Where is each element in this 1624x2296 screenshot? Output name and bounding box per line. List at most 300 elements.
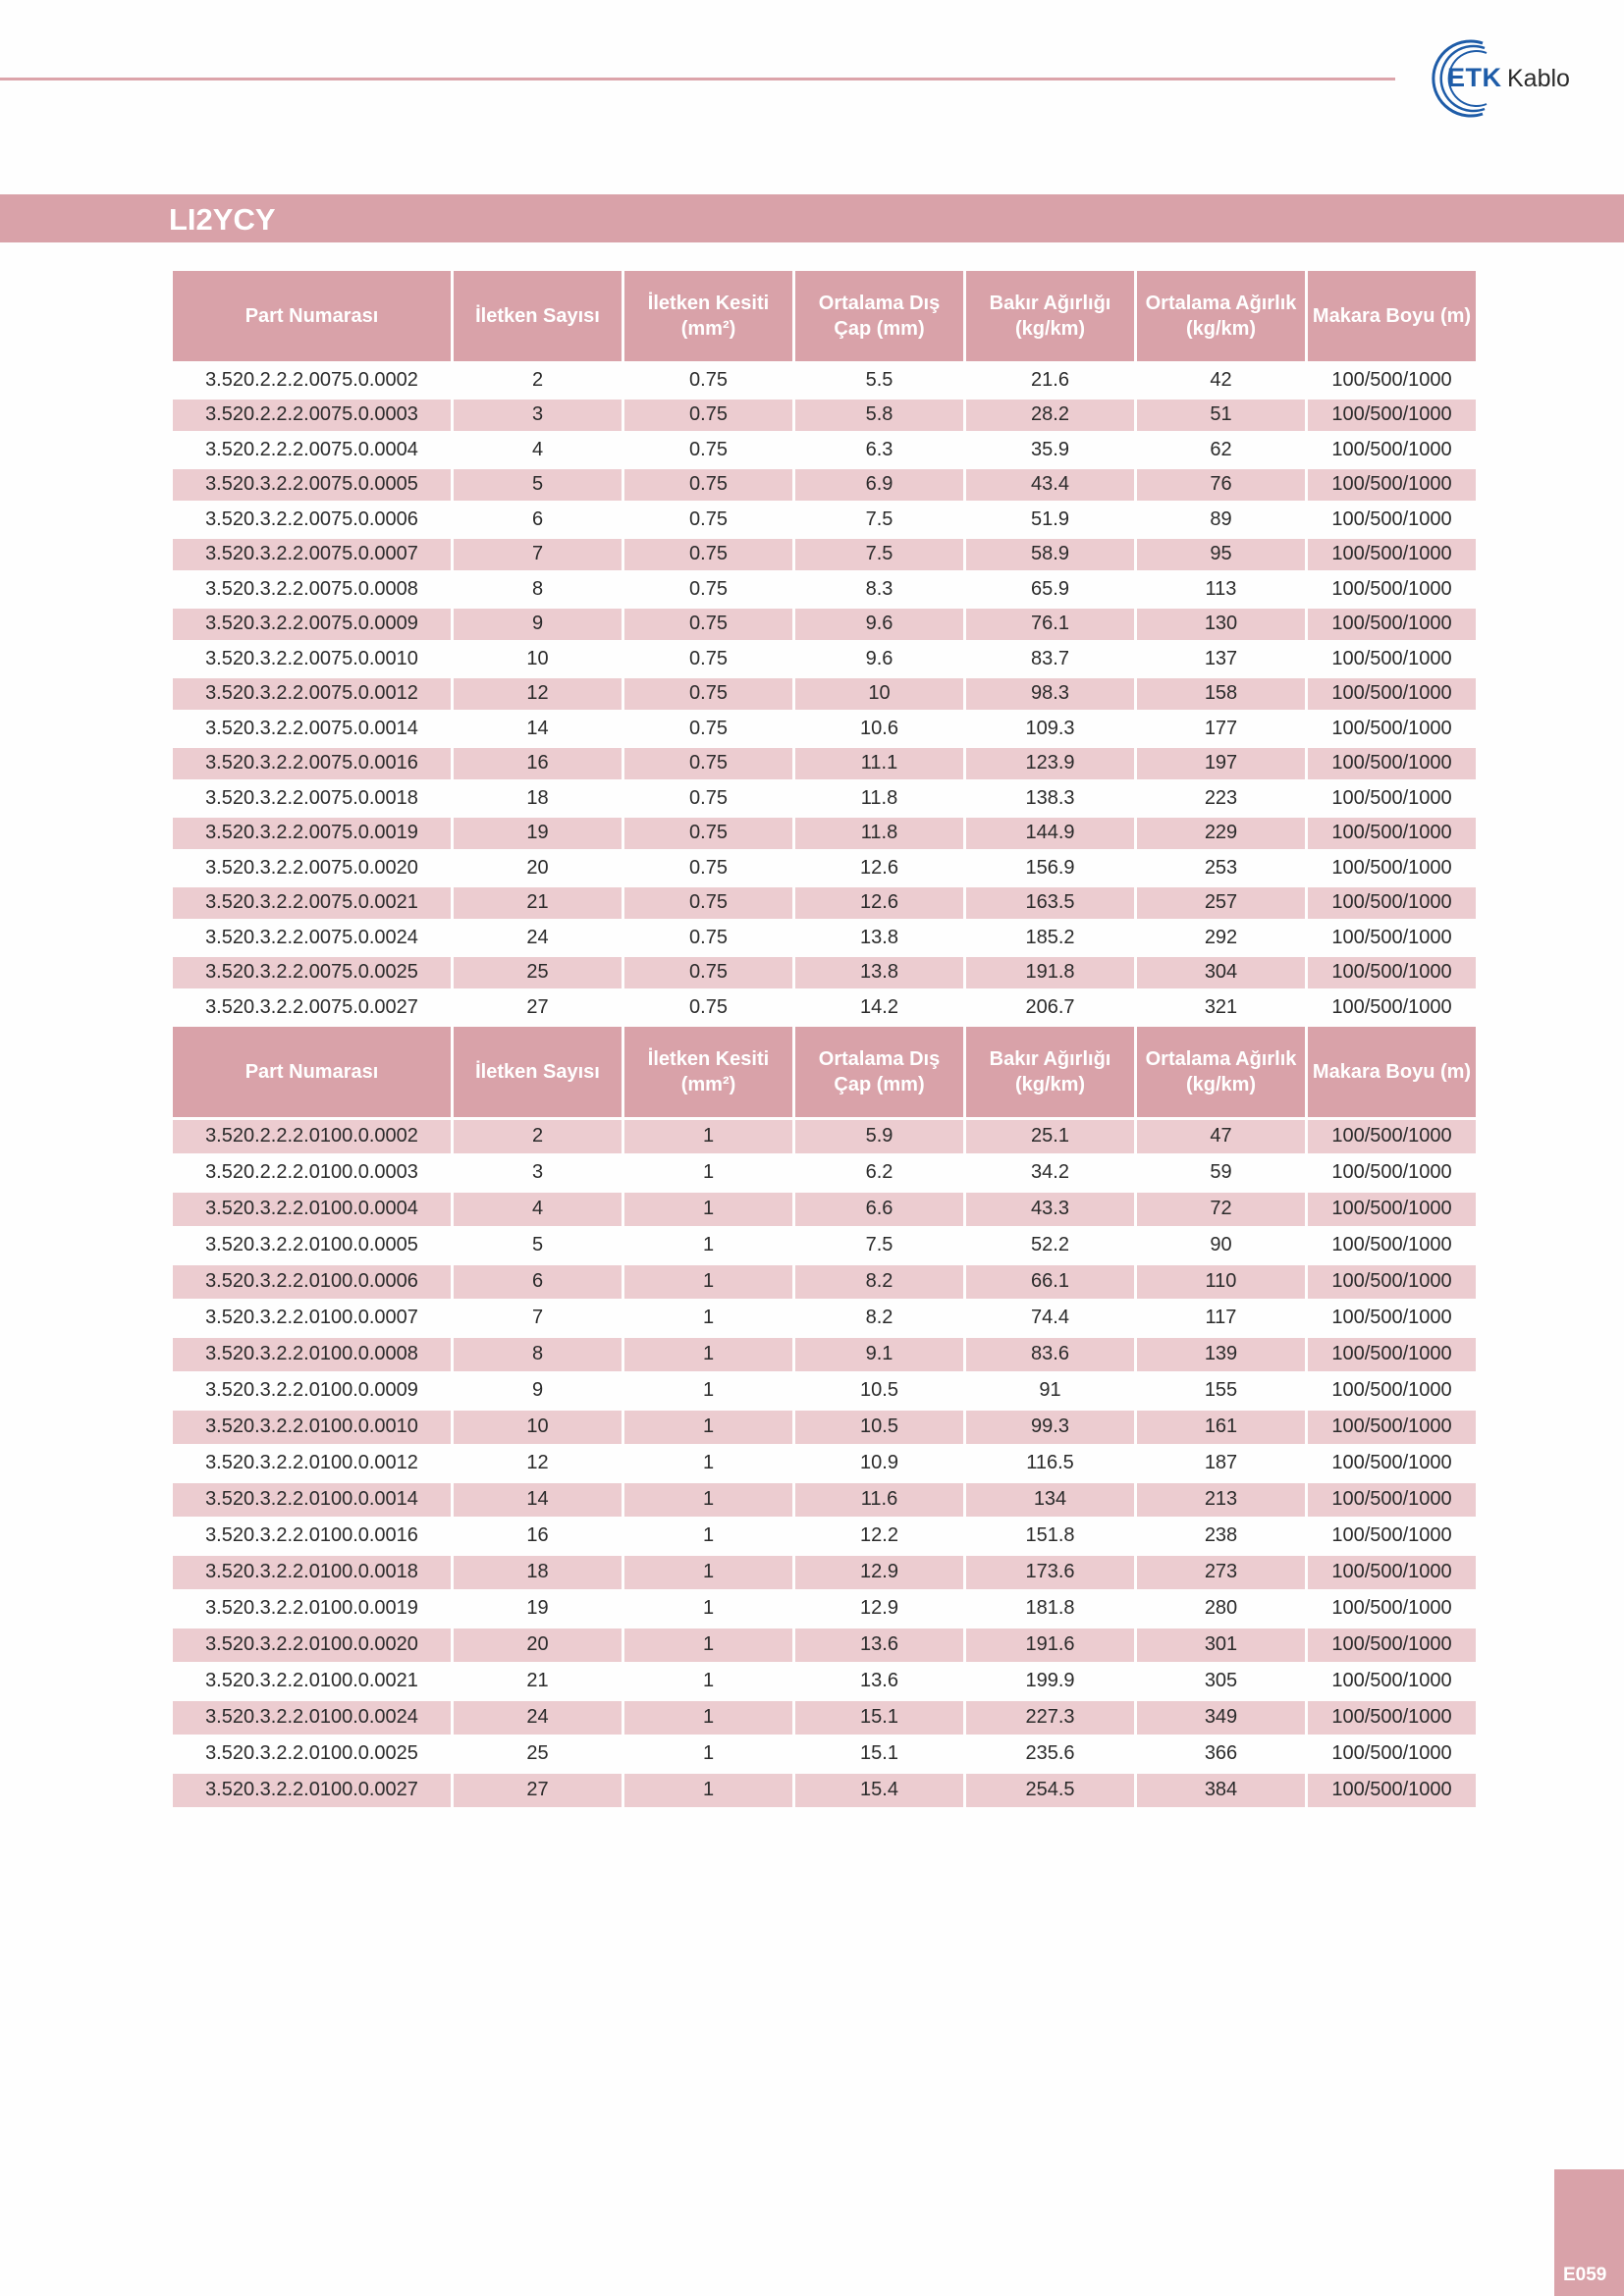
cell-copper-weight: 65.9 bbox=[966, 573, 1134, 609]
cell-copper-weight: 123.9 bbox=[966, 748, 1134, 783]
cell-conductor-count: 19 bbox=[454, 1592, 622, 1629]
table-row bbox=[173, 1265, 1476, 1302]
cell-cross-section: 1 bbox=[624, 1592, 792, 1629]
cell-part-number: 3.520.3.2.2.0100.0.0019 bbox=[173, 1592, 451, 1629]
cell-reel-length: 100/500/1000 bbox=[1308, 1520, 1476, 1556]
table-row bbox=[173, 1411, 1476, 1447]
cell-conductor-count: 21 bbox=[454, 887, 622, 923]
table-row bbox=[173, 1193, 1476, 1229]
cell-reel-length: 100/500/1000 bbox=[1308, 1193, 1476, 1229]
cell-conductor-count: 4 bbox=[454, 434, 622, 469]
cell-reel-length: 100/500/1000 bbox=[1308, 1665, 1476, 1701]
cell-reel-length: 100/500/1000 bbox=[1308, 1592, 1476, 1629]
cell-part-number: 3.520.3.2.2.0100.0.0016 bbox=[173, 1520, 451, 1556]
table-row bbox=[173, 1302, 1476, 1338]
col-header-reel: Makara Boyu (m) bbox=[1308, 271, 1476, 364]
cell-copper-weight: 235.6 bbox=[966, 1737, 1134, 1774]
cell-part-number: 3.520.3.2.2.0100.0.0020 bbox=[173, 1629, 451, 1665]
cell-copper-weight: 91 bbox=[966, 1374, 1134, 1411]
cell-outer-diameter: 6.6 bbox=[795, 1193, 963, 1229]
cell-copper-weight: 227.3 bbox=[966, 1701, 1134, 1737]
cell-cross-section: 0.75 bbox=[624, 852, 792, 887]
cell-cross-section: 1 bbox=[624, 1556, 792, 1592]
cell-cross-section: 0.75 bbox=[624, 748, 792, 783]
table-row bbox=[173, 1774, 1476, 1810]
cell-copper-weight: 25.1 bbox=[966, 1120, 1134, 1156]
cell-conductor-count: 6 bbox=[454, 504, 622, 539]
col-header-weight: Ortalama Ağırlık (kg/km) bbox=[1137, 271, 1305, 364]
cell-copper-weight: 173.6 bbox=[966, 1556, 1134, 1592]
cell-conductor-count: 24 bbox=[454, 922, 622, 957]
cell-conductor-count: 4 bbox=[454, 1193, 622, 1229]
cell-part-number: 3.520.3.2.2.0100.0.0008 bbox=[173, 1338, 451, 1374]
cell-copper-weight: 181.8 bbox=[966, 1592, 1134, 1629]
cell-part-number: 3.520.3.2.2.0075.0.0006 bbox=[173, 504, 451, 539]
cell-cross-section: 0.75 bbox=[624, 991, 792, 1027]
company-logo bbox=[1420, 37, 1577, 120]
cell-outer-diameter: 13.6 bbox=[795, 1665, 963, 1701]
cell-outer-diameter: 11.8 bbox=[795, 782, 963, 818]
cell-outer-diameter: 5.8 bbox=[795, 400, 963, 435]
cell-outer-diameter: 13.6 bbox=[795, 1629, 963, 1665]
cell-cross-section: 0.75 bbox=[624, 818, 792, 853]
cell-reel-length: 100/500/1000 bbox=[1308, 782, 1476, 818]
table-row bbox=[173, 1156, 1476, 1193]
table-body-075 bbox=[173, 364, 1476, 1027]
cell-reel-length: 100/500/1000 bbox=[1308, 748, 1476, 783]
table-row bbox=[173, 1120, 1476, 1156]
cell-cross-section: 1 bbox=[624, 1701, 792, 1737]
cell-conductor-count: 12 bbox=[454, 678, 622, 714]
cell-copper-weight: 34.2 bbox=[966, 1156, 1134, 1193]
cell-reel-length: 100/500/1000 bbox=[1308, 818, 1476, 853]
cell-avg-weight: 47 bbox=[1137, 1120, 1305, 1156]
cell-cross-section: 1 bbox=[624, 1265, 792, 1302]
cell-avg-weight: 95 bbox=[1137, 539, 1305, 574]
cell-outer-diameter: 13.8 bbox=[795, 957, 963, 992]
col-header-weight: Ortalama Ağırlık (kg/km) bbox=[1137, 1027, 1305, 1120]
col-header-part: Part Numarası bbox=[173, 271, 451, 364]
col-header-diameter: Ortalama Dış Çap (mm) bbox=[795, 271, 963, 364]
cell-part-number: 3.520.3.2.2.0100.0.0018 bbox=[173, 1556, 451, 1592]
cell-conductor-count: 27 bbox=[454, 1774, 622, 1810]
cell-copper-weight: 58.9 bbox=[966, 539, 1134, 574]
cell-cross-section: 1 bbox=[624, 1302, 792, 1338]
cell-avg-weight: 349 bbox=[1137, 1701, 1305, 1737]
col-header-count: İletken Sayısı bbox=[454, 1027, 622, 1120]
cell-copper-weight: 76.1 bbox=[966, 609, 1134, 644]
cell-part-number: 3.520.3.2.2.0075.0.0007 bbox=[173, 539, 451, 574]
cell-avg-weight: 238 bbox=[1137, 1520, 1305, 1556]
cell-reel-length: 100/500/1000 bbox=[1308, 1447, 1476, 1483]
cell-avg-weight: 301 bbox=[1137, 1629, 1305, 1665]
cell-copper-weight: 116.5 bbox=[966, 1447, 1134, 1483]
cell-outer-diameter: 7.5 bbox=[795, 539, 963, 574]
cell-conductor-count: 5 bbox=[454, 469, 622, 505]
cell-avg-weight: 223 bbox=[1137, 782, 1305, 818]
cell-reel-length: 100/500/1000 bbox=[1308, 678, 1476, 714]
cell-reel-length: 100/500/1000 bbox=[1308, 1302, 1476, 1338]
cell-conductor-count: 9 bbox=[454, 1374, 622, 1411]
cell-cross-section: 0.75 bbox=[624, 469, 792, 505]
cell-reel-length: 100/500/1000 bbox=[1308, 1556, 1476, 1592]
cell-reel-length: 100/500/1000 bbox=[1308, 1120, 1476, 1156]
cell-outer-diameter: 5.9 bbox=[795, 1120, 963, 1156]
cell-conductor-count: 7 bbox=[454, 539, 622, 574]
cell-outer-diameter: 10.5 bbox=[795, 1374, 963, 1411]
cell-reel-length: 100/500/1000 bbox=[1308, 469, 1476, 505]
table-row bbox=[173, 922, 1476, 957]
cell-avg-weight: 292 bbox=[1137, 922, 1305, 957]
table-row bbox=[173, 1520, 1476, 1556]
cell-copper-weight: 35.9 bbox=[966, 434, 1134, 469]
page-number-tab bbox=[1554, 2169, 1624, 2296]
cell-copper-weight: 51.9 bbox=[966, 504, 1134, 539]
cell-part-number: 3.520.3.2.2.0075.0.0019 bbox=[173, 818, 451, 853]
cell-copper-weight: 83.6 bbox=[966, 1338, 1134, 1374]
cell-conductor-count: 9 bbox=[454, 609, 622, 644]
cell-outer-diameter: 11.8 bbox=[795, 818, 963, 853]
cell-cross-section: 1 bbox=[624, 1120, 792, 1156]
cell-cross-section: 1 bbox=[624, 1447, 792, 1483]
cell-copper-weight: 98.3 bbox=[966, 678, 1134, 714]
cell-avg-weight: 366 bbox=[1137, 1737, 1305, 1774]
table-row bbox=[173, 504, 1476, 539]
cell-cross-section: 0.75 bbox=[624, 609, 792, 644]
cell-avg-weight: 384 bbox=[1137, 1774, 1305, 1810]
col-header-copper: Bakır Ağırlığı (kg/km) bbox=[966, 271, 1134, 364]
col-header-copper: Bakır Ağırlığı (kg/km) bbox=[966, 1027, 1134, 1120]
cell-reel-length: 100/500/1000 bbox=[1308, 713, 1476, 748]
cell-conductor-count: 16 bbox=[454, 748, 622, 783]
table-row bbox=[173, 434, 1476, 469]
cell-part-number: 3.520.3.2.2.0100.0.0012 bbox=[173, 1447, 451, 1483]
cell-outer-diameter: 6.9 bbox=[795, 469, 963, 505]
cell-avg-weight: 62 bbox=[1137, 434, 1305, 469]
cell-avg-weight: 72 bbox=[1137, 1193, 1305, 1229]
cell-part-number: 3.520.2.2.2.0075.0.0003 bbox=[173, 400, 451, 435]
cell-cross-section: 1 bbox=[624, 1229, 792, 1265]
cell-outer-diameter: 7.5 bbox=[795, 504, 963, 539]
cell-copper-weight: 109.3 bbox=[966, 713, 1134, 748]
cell-outer-diameter: 15.1 bbox=[795, 1701, 963, 1737]
cell-part-number: 3.520.2.2.2.0075.0.0004 bbox=[173, 434, 451, 469]
cell-part-number: 3.520.3.2.2.0100.0.0004 bbox=[173, 1193, 451, 1229]
table-row bbox=[173, 1737, 1476, 1774]
cell-part-number: 3.520.3.2.2.0075.0.0014 bbox=[173, 713, 451, 748]
cell-outer-diameter: 15.1 bbox=[795, 1737, 963, 1774]
cell-outer-diameter: 12.6 bbox=[795, 852, 963, 887]
cell-cross-section: 0.75 bbox=[624, 922, 792, 957]
cell-avg-weight: 321 bbox=[1137, 991, 1305, 1027]
cell-part-number: 3.520.3.2.2.0100.0.0010 bbox=[173, 1411, 451, 1447]
cell-avg-weight: 139 bbox=[1137, 1338, 1305, 1374]
cell-conductor-count: 18 bbox=[454, 782, 622, 818]
spec-table bbox=[170, 271, 1479, 1810]
col-header-part: Part Numarası bbox=[173, 1027, 451, 1120]
cell-part-number: 3.520.3.2.2.0075.0.0012 bbox=[173, 678, 451, 714]
cell-reel-length: 100/500/1000 bbox=[1308, 1411, 1476, 1447]
table-row bbox=[173, 364, 1476, 400]
cell-copper-weight: 144.9 bbox=[966, 818, 1134, 853]
cell-outer-diameter: 6.2 bbox=[795, 1156, 963, 1193]
cell-outer-diameter: 15.4 bbox=[795, 1774, 963, 1810]
table-row bbox=[173, 678, 1476, 714]
cell-part-number: 3.520.3.2.2.0075.0.0024 bbox=[173, 922, 451, 957]
cell-reel-length: 100/500/1000 bbox=[1308, 887, 1476, 923]
cell-copper-weight: 83.7 bbox=[966, 643, 1134, 678]
cell-avg-weight: 273 bbox=[1137, 1556, 1305, 1592]
cell-conductor-count: 3 bbox=[454, 1156, 622, 1193]
cell-cross-section: 0.75 bbox=[624, 400, 792, 435]
cell-conductor-count: 10 bbox=[454, 1411, 622, 1447]
table-row bbox=[173, 782, 1476, 818]
cell-cross-section: 1 bbox=[624, 1665, 792, 1701]
cell-outer-diameter: 10.9 bbox=[795, 1447, 963, 1483]
cell-part-number: 3.520.3.2.2.0100.0.0021 bbox=[173, 1665, 451, 1701]
cell-conductor-count: 8 bbox=[454, 573, 622, 609]
cell-reel-length: 100/500/1000 bbox=[1308, 1701, 1476, 1737]
cell-cross-section: 0.75 bbox=[624, 957, 792, 992]
cell-conductor-count: 10 bbox=[454, 643, 622, 678]
cell-avg-weight: 110 bbox=[1137, 1265, 1305, 1302]
cell-conductor-count: 19 bbox=[454, 818, 622, 853]
cell-part-number: 3.520.3.2.2.0100.0.0007 bbox=[173, 1302, 451, 1338]
cell-copper-weight: 163.5 bbox=[966, 887, 1134, 923]
cell-copper-weight: 185.2 bbox=[966, 922, 1134, 957]
cell-copper-weight: 52.2 bbox=[966, 1229, 1134, 1265]
cell-reel-length: 100/500/1000 bbox=[1308, 922, 1476, 957]
cell-part-number: 3.520.3.2.2.0100.0.0024 bbox=[173, 1701, 451, 1737]
cell-reel-length: 100/500/1000 bbox=[1308, 1737, 1476, 1774]
cell-outer-diameter: 14.2 bbox=[795, 991, 963, 1027]
cell-conductor-count: 12 bbox=[454, 1447, 622, 1483]
cell-outer-diameter: 8.3 bbox=[795, 573, 963, 609]
table-header-row bbox=[173, 271, 1476, 364]
product-title: LI2YCY bbox=[169, 202, 276, 237]
table-row bbox=[173, 573, 1476, 609]
cell-reel-length: 100/500/1000 bbox=[1308, 1774, 1476, 1810]
table-row bbox=[173, 852, 1476, 887]
cell-reel-length: 100/500/1000 bbox=[1308, 1629, 1476, 1665]
table-row bbox=[173, 748, 1476, 783]
cell-cross-section: 0.75 bbox=[624, 678, 792, 714]
table-header-row-2 bbox=[173, 1027, 1476, 1120]
cell-part-number: 3.520.3.2.2.0075.0.0018 bbox=[173, 782, 451, 818]
cell-copper-weight: 99.3 bbox=[966, 1411, 1134, 1447]
cell-part-number: 3.520.3.2.2.0075.0.0010 bbox=[173, 643, 451, 678]
cell-conductor-count: 20 bbox=[454, 852, 622, 887]
cell-part-number: 3.520.3.2.2.0100.0.0005 bbox=[173, 1229, 451, 1265]
cell-outer-diameter: 12.2 bbox=[795, 1520, 963, 1556]
cell-avg-weight: 155 bbox=[1137, 1374, 1305, 1411]
table-row bbox=[173, 1701, 1476, 1737]
cell-reel-length: 100/500/1000 bbox=[1308, 434, 1476, 469]
cell-avg-weight: 51 bbox=[1137, 400, 1305, 435]
cell-cross-section: 0.75 bbox=[624, 364, 792, 400]
cell-outer-diameter: 9.6 bbox=[795, 643, 963, 678]
cell-cross-section: 1 bbox=[624, 1338, 792, 1374]
page-number: E059 bbox=[1563, 2265, 1607, 2285]
cell-outer-diameter: 8.2 bbox=[795, 1302, 963, 1338]
table-row bbox=[173, 400, 1476, 435]
cell-avg-weight: 76 bbox=[1137, 469, 1305, 505]
cell-reel-length: 100/500/1000 bbox=[1308, 852, 1476, 887]
col-header-reel: Makara Boyu (m) bbox=[1308, 1027, 1476, 1120]
cell-outer-diameter: 13.8 bbox=[795, 922, 963, 957]
cell-reel-length: 100/500/1000 bbox=[1308, 1265, 1476, 1302]
cell-outer-diameter: 10.6 bbox=[795, 713, 963, 748]
cell-copper-weight: 156.9 bbox=[966, 852, 1134, 887]
cell-conductor-count: 25 bbox=[454, 1737, 622, 1774]
table-row bbox=[173, 1629, 1476, 1665]
table-row bbox=[173, 713, 1476, 748]
cell-avg-weight: 253 bbox=[1137, 852, 1305, 887]
cell-part-number: 3.520.3.2.2.0075.0.0016 bbox=[173, 748, 451, 783]
cell-part-number: 3.520.2.2.2.0100.0.0002 bbox=[173, 1120, 451, 1156]
cell-outer-diameter: 12.9 bbox=[795, 1592, 963, 1629]
cell-conductor-count: 2 bbox=[454, 364, 622, 400]
cell-copper-weight: 43.4 bbox=[966, 469, 1134, 505]
table-row bbox=[173, 1447, 1476, 1483]
cell-reel-length: 100/500/1000 bbox=[1308, 1156, 1476, 1193]
cell-avg-weight: 158 bbox=[1137, 678, 1305, 714]
cell-avg-weight: 305 bbox=[1137, 1665, 1305, 1701]
cell-copper-weight: 199.9 bbox=[966, 1665, 1134, 1701]
cell-outer-diameter: 12.6 bbox=[795, 887, 963, 923]
cell-avg-weight: 113 bbox=[1137, 573, 1305, 609]
table-row bbox=[173, 1592, 1476, 1629]
table-row bbox=[173, 1556, 1476, 1592]
cell-avg-weight: 161 bbox=[1137, 1411, 1305, 1447]
cell-conductor-count: 16 bbox=[454, 1520, 622, 1556]
cell-avg-weight: 213 bbox=[1137, 1483, 1305, 1520]
table-row bbox=[173, 1374, 1476, 1411]
cell-copper-weight: 21.6 bbox=[966, 364, 1134, 400]
cell-conductor-count: 3 bbox=[454, 400, 622, 435]
cell-cross-section: 1 bbox=[624, 1156, 792, 1193]
cell-part-number: 3.520.2.2.2.0075.0.0002 bbox=[173, 364, 451, 400]
table-row bbox=[173, 818, 1476, 853]
table-row bbox=[173, 643, 1476, 678]
cell-conductor-count: 21 bbox=[454, 1665, 622, 1701]
cell-avg-weight: 130 bbox=[1137, 609, 1305, 644]
cell-outer-diameter: 6.3 bbox=[795, 434, 963, 469]
cell-copper-weight: 138.3 bbox=[966, 782, 1134, 818]
cell-part-number: 3.520.3.2.2.0075.0.0005 bbox=[173, 469, 451, 505]
cell-conductor-count: 24 bbox=[454, 1701, 622, 1737]
cell-avg-weight: 42 bbox=[1137, 364, 1305, 400]
cell-part-number: 3.520.2.2.2.0100.0.0003 bbox=[173, 1156, 451, 1193]
cell-conductor-count: 2 bbox=[454, 1120, 622, 1156]
cell-part-number: 3.520.3.2.2.0100.0.0027 bbox=[173, 1774, 451, 1810]
cell-conductor-count: 18 bbox=[454, 1556, 622, 1592]
cell-reel-length: 100/500/1000 bbox=[1308, 504, 1476, 539]
cell-cross-section: 1 bbox=[624, 1193, 792, 1229]
cell-avg-weight: 304 bbox=[1137, 957, 1305, 992]
cell-cross-section: 0.75 bbox=[624, 434, 792, 469]
cell-outer-diameter: 11.6 bbox=[795, 1483, 963, 1520]
cell-part-number: 3.520.3.2.2.0075.0.0021 bbox=[173, 887, 451, 923]
cell-outer-diameter: 12.9 bbox=[795, 1556, 963, 1592]
cell-reel-length: 100/500/1000 bbox=[1308, 957, 1476, 992]
cell-reel-length: 100/500/1000 bbox=[1308, 1483, 1476, 1520]
cell-conductor-count: 25 bbox=[454, 957, 622, 992]
cell-outer-diameter: 10.5 bbox=[795, 1411, 963, 1447]
cell-avg-weight: 197 bbox=[1137, 748, 1305, 783]
cell-outer-diameter: 10 bbox=[795, 678, 963, 714]
table-row bbox=[173, 469, 1476, 505]
cell-outer-diameter: 9.1 bbox=[795, 1338, 963, 1374]
cell-avg-weight: 280 bbox=[1137, 1592, 1305, 1629]
cell-cross-section: 1 bbox=[624, 1737, 792, 1774]
cell-part-number: 3.520.3.2.2.0075.0.0009 bbox=[173, 609, 451, 644]
table-row bbox=[173, 957, 1476, 992]
cell-conductor-count: 7 bbox=[454, 1302, 622, 1338]
header-rule bbox=[0, 78, 1395, 80]
cell-reel-length: 100/500/1000 bbox=[1308, 1374, 1476, 1411]
table-row bbox=[173, 991, 1476, 1027]
cell-cross-section: 1 bbox=[624, 1520, 792, 1556]
cell-cross-section: 0.75 bbox=[624, 713, 792, 748]
cell-copper-weight: 66.1 bbox=[966, 1265, 1134, 1302]
cell-copper-weight: 74.4 bbox=[966, 1302, 1134, 1338]
cell-conductor-count: 14 bbox=[454, 1483, 622, 1520]
cell-cross-section: 0.75 bbox=[624, 887, 792, 923]
cell-copper-weight: 134 bbox=[966, 1483, 1134, 1520]
cell-cross-section: 0.75 bbox=[624, 782, 792, 818]
cell-avg-weight: 89 bbox=[1137, 504, 1305, 539]
col-header-count: İletken Sayısı bbox=[454, 271, 622, 364]
cell-copper-weight: 191.8 bbox=[966, 957, 1134, 992]
cell-cross-section: 0.75 bbox=[624, 539, 792, 574]
cell-copper-weight: 28.2 bbox=[966, 400, 1134, 435]
cell-part-number: 3.520.3.2.2.0075.0.0008 bbox=[173, 573, 451, 609]
cell-part-number: 3.520.3.2.2.0100.0.0009 bbox=[173, 1374, 451, 1411]
cell-avg-weight: 257 bbox=[1137, 887, 1305, 923]
cell-reel-length: 100/500/1000 bbox=[1308, 573, 1476, 609]
table-row bbox=[173, 609, 1476, 644]
cell-part-number: 3.520.3.2.2.0100.0.0006 bbox=[173, 1265, 451, 1302]
cell-part-number: 3.520.3.2.2.0075.0.0027 bbox=[173, 991, 451, 1027]
table-row bbox=[173, 1338, 1476, 1374]
cell-reel-length: 100/500/1000 bbox=[1308, 400, 1476, 435]
col-header-section: İletken Kesiti (mm²) bbox=[624, 271, 792, 364]
cell-cross-section: 1 bbox=[624, 1483, 792, 1520]
cell-avg-weight: 229 bbox=[1137, 818, 1305, 853]
cell-outer-diameter: 5.5 bbox=[795, 364, 963, 400]
cell-cross-section: 1 bbox=[624, 1411, 792, 1447]
cell-avg-weight: 137 bbox=[1137, 643, 1305, 678]
cell-conductor-count: 5 bbox=[454, 1229, 622, 1265]
cell-copper-weight: 151.8 bbox=[966, 1520, 1134, 1556]
cell-cross-section: 1 bbox=[624, 1774, 792, 1810]
table-body-100 bbox=[173, 1120, 1476, 1810]
cell-part-number: 3.520.3.2.2.0075.0.0020 bbox=[173, 852, 451, 887]
cell-reel-length: 100/500/1000 bbox=[1308, 1338, 1476, 1374]
cell-reel-length: 100/500/1000 bbox=[1308, 991, 1476, 1027]
table-row bbox=[173, 1665, 1476, 1701]
cell-avg-weight: 187 bbox=[1137, 1447, 1305, 1483]
cell-reel-length: 100/500/1000 bbox=[1308, 364, 1476, 400]
cell-reel-length: 100/500/1000 bbox=[1308, 609, 1476, 644]
cell-cross-section: 0.75 bbox=[624, 504, 792, 539]
cell-outer-diameter: 7.5 bbox=[795, 1229, 963, 1265]
title-band bbox=[0, 194, 1624, 242]
cell-copper-weight: 43.3 bbox=[966, 1193, 1134, 1229]
col-header-section: İletken Kesiti (mm²) bbox=[624, 1027, 792, 1120]
cell-conductor-count: 8 bbox=[454, 1338, 622, 1374]
